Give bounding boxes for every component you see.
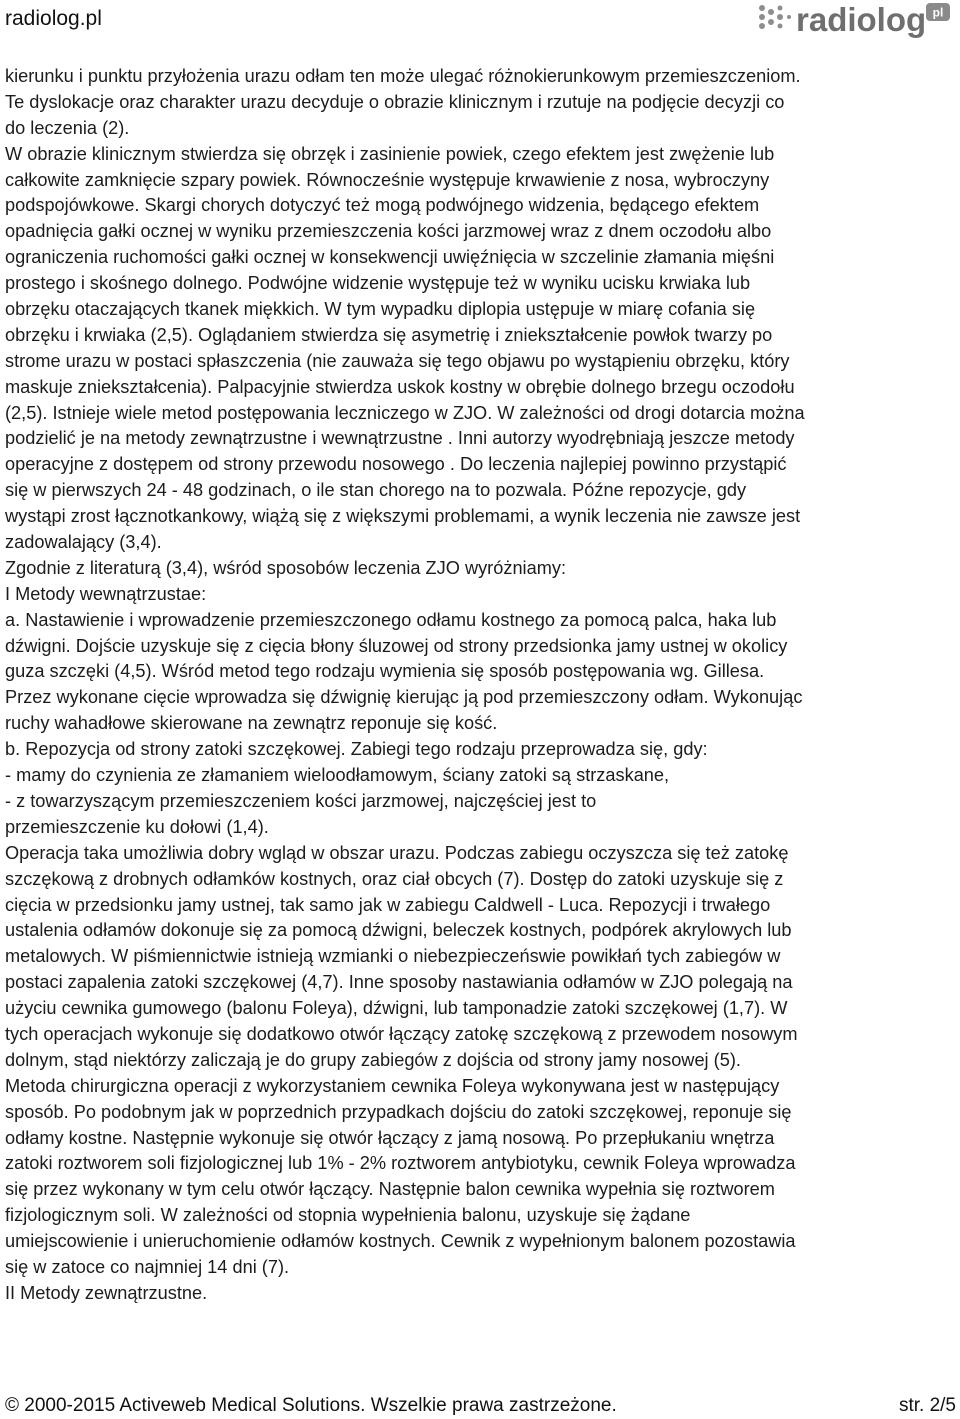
text-line: - mamy do czynienia ze złamaniem wieloodłamowym, ściany zatoki są strzaskane, bbox=[5, 765, 670, 786]
logo-wordmark: radiolog bbox=[796, 1, 927, 38]
text-line: Przez wykonane cięcie wprowadza się dźwignię kierując ją pod przemieszczony odłam. Wykonując bbox=[5, 687, 803, 708]
text-line: fizjologicznym soli. W zależności od stopnia wypełnienia balonu, uzyskuje się żądane bbox=[5, 1205, 691, 1226]
text-line: Zgodnie z literaturą (3,4), wśród sposobów leczenia ZJO wyróżniamy: bbox=[5, 557, 567, 578]
text-line: strome urazu w postaci spłaszczenia (nie zauważa się tego objawu po wystąpieniu obrzęku, który bbox=[5, 350, 790, 371]
page-number: str. 2/5 bbox=[898, 1395, 956, 1416]
text-line: prostego i skośnego dolnego. Podwójne widzenie występuje też w wyniku ucisku krwiaka lub bbox=[5, 273, 751, 294]
text-line: cięcia w przedsionku jamy ustnej, tak samo jak w zabiegu Caldwell - Luca. Repozycji i trwałego bbox=[5, 894, 771, 915]
text-line: do leczenia (2). bbox=[5, 117, 130, 138]
text-line: guza szczęki (4,5). Wśród metod tego rodzaju wymienia się sposób postępowania wg. Gillesa. bbox=[5, 661, 765, 682]
logo-badge-text: pl bbox=[932, 5, 944, 20]
text-line: II Metody zewnątrzustne. bbox=[5, 1282, 208, 1303]
text-line: podspojówkowe. Skargi chorych dotyczyć też mogą podwójnego widzenia, będącego efektem bbox=[5, 195, 760, 216]
text-line: dolnym, stąd niektórzy zaliczają je do grupy zabiegów z dojścia od strony jamy nosowej (5). bbox=[5, 1049, 741, 1070]
text-line: się w zatoce co najmniej 14 dni (7). bbox=[5, 1256, 290, 1277]
text-line: - z towarzyszącym przemieszczeniem kości jarzmowej, najczęściej jest to bbox=[5, 790, 597, 811]
text-line: Metoda chirurgiczna operacji z wykorzystaniem cewnika Foleya wykonywana jest w następujący bbox=[5, 1075, 780, 1096]
text-line: ruchy wahadłowe skierowane na zewnątrz reponuje się kość. bbox=[5, 713, 498, 734]
copyright-notice: © 2000-2015 Activeweb Medical Solutions. Wszelkie prawa zastrzeżone. bbox=[5, 1395, 617, 1416]
text-line: sposób. Po podobnym jak w poprzednich przypadkach dojściu do zatoki szczękowej, reponuje się bbox=[5, 1101, 792, 1122]
article-body bbox=[5, 64, 957, 1307]
text-line: zadowalający (3,4). bbox=[5, 532, 162, 553]
text-line: całkowite zamknięcie szpary powiek. Równocześnie występuje krwawienie z nosa, wybroczyny bbox=[5, 169, 770, 190]
text-line: wystąpi zrost łącznotkankowy, wiążą się z większymi problemami, a wynik leczenia nie zawsze jest bbox=[5, 506, 801, 527]
text-line: kierunku i punktu przyłożenia urazu odłam ten może ulegać różnokierunkowym przemieszczeniom. bbox=[5, 66, 801, 86]
text-line: tych operacjach wykonuje się dodatkowo otwór łączący zatokę szczękową z przewodem nosowym bbox=[5, 1023, 798, 1044]
site-name: radiolog.pl bbox=[5, 7, 102, 30]
text-line: dźwigni. Dojście uzyskuje się z cięcia błony śluzowej od strony przedsionka jamy ustnej w okolicy bbox=[5, 635, 788, 656]
text-line: się w pierwszych 24 - 48 godzinach, o ile stan chorego na to pozwala. Późne repozycje, gdy bbox=[5, 480, 747, 501]
text-line: użyciu cewnika gumowego (balonu Foleya), dźwigni, lub tamponadzie zatoki szczękowej (1,7). W bbox=[5, 998, 788, 1019]
logo-dots-icon bbox=[759, 5, 791, 29]
text-line: szczękową z drobnych odłamków kostnych, oraz ciał obcych (7). Dostęp do zatoki uzyskuje się z bbox=[5, 868, 784, 889]
text-line: obrzęku i krwiaka (2,5). Oglądaniem stwierdza się asymetrię i zniekształcenie powłok twarzy po bbox=[5, 324, 773, 345]
text-line: Te dyslokacje oraz charakter urazu decyduje o obrazie klinicznym i rzutuje na podjęcie decyzji co bbox=[5, 91, 785, 112]
text-line: operacyjne z dostępem od strony przewodu nosowego . Do leczenia najlepiej powinno przystąpić bbox=[5, 454, 787, 475]
text-line: metalowych. W piśmiennictwie istnieją wzmianki o niebezpieczeńswie powikłań tych zabiegów w bbox=[5, 946, 781, 967]
text-line: się przez wykonany w tym celu otwór łączący. Następnie balon cewnika wypełnia się roztworem bbox=[5, 1179, 775, 1200]
text-line: przemieszczenie ku dołowi (1,4). bbox=[5, 816, 269, 837]
text-line: ustalenia odłamów dokonuje się za pomocą dźwigni, beleczek kostnych, podpórek akrylowych lub bbox=[5, 920, 792, 941]
text-line: (2,5). Istnieje wiele metod postępowania leczniczego w ZJO. W zależności od drogi dotarcia można bbox=[5, 402, 805, 423]
text-line: zatoki roztworem soli fizjologicznej lub 1% - 2% roztworem antybiotyku, cewnik Foleya wprowadza bbox=[5, 1153, 796, 1174]
text-line: W obrazie klinicznym stwierdza się obrzęk i zasinienie powiek, czego efektem jest zwężenie lub bbox=[5, 143, 775, 164]
text-line: umiejscowienie i unieruchomienie odłamów kostnych. Cewnik z wypełnionym balonem pozostawia bbox=[5, 1231, 796, 1252]
text-line: ograniczenia ruchomości gałki ocznej w konsekwencji uwięźnięcia w szczelinie złamania mięśni bbox=[5, 247, 775, 268]
text-line: podzielić je na metody zewnątrzustne i wewnątrzustne . Inni autorzy wyodrębniają jeszcze metody bbox=[5, 428, 795, 449]
text-line: I Metody wewnątrzustae: bbox=[5, 583, 207, 604]
text-line: obrzęku otaczających tkanek miękkich. W tym wypadku diplopia ustępuje w miarę cofania się bbox=[5, 299, 756, 320]
page-footer bbox=[0, 1392, 960, 1419]
page-header bbox=[0, 0, 960, 50]
text-line: maskuje zniekształcenia). Palpacyjnie stwierdza uskok kostny w obrębie dolnego brzegu oczodołu bbox=[5, 376, 795, 397]
text-line: b. Repozycja od strony zatoki szczękowej. Zabiegi tego rodzaju przeprowadza się, gdy: bbox=[5, 739, 708, 760]
text-line: odłamy kostne. Następnie wykonuje się otwór łączący z jamą nosową. Po przepłukaniu wnętrza bbox=[5, 1127, 775, 1148]
text-line: Operacja taka umożliwia dobry wgląd w obszar urazu. Podczas zabiegu oczyszcza się też zatokę bbox=[5, 842, 789, 863]
text-line: opadnięcia gałki ocznej w wyniku przemieszczenia kości jarzmowej wraz z dnem oczodołu albo bbox=[5, 221, 772, 242]
radiolog-logo bbox=[756, 0, 956, 42]
text-line: postaci zapalenia zatoki szczękowej (4,7). Inne sposoby nastawiania odłamów w ZJO polegają na bbox=[5, 972, 793, 993]
text-line: a. Nastawienie i wprowadzenie przemieszczonego odłamu kostnego za pomocą palca, haka lub bbox=[5, 609, 777, 630]
